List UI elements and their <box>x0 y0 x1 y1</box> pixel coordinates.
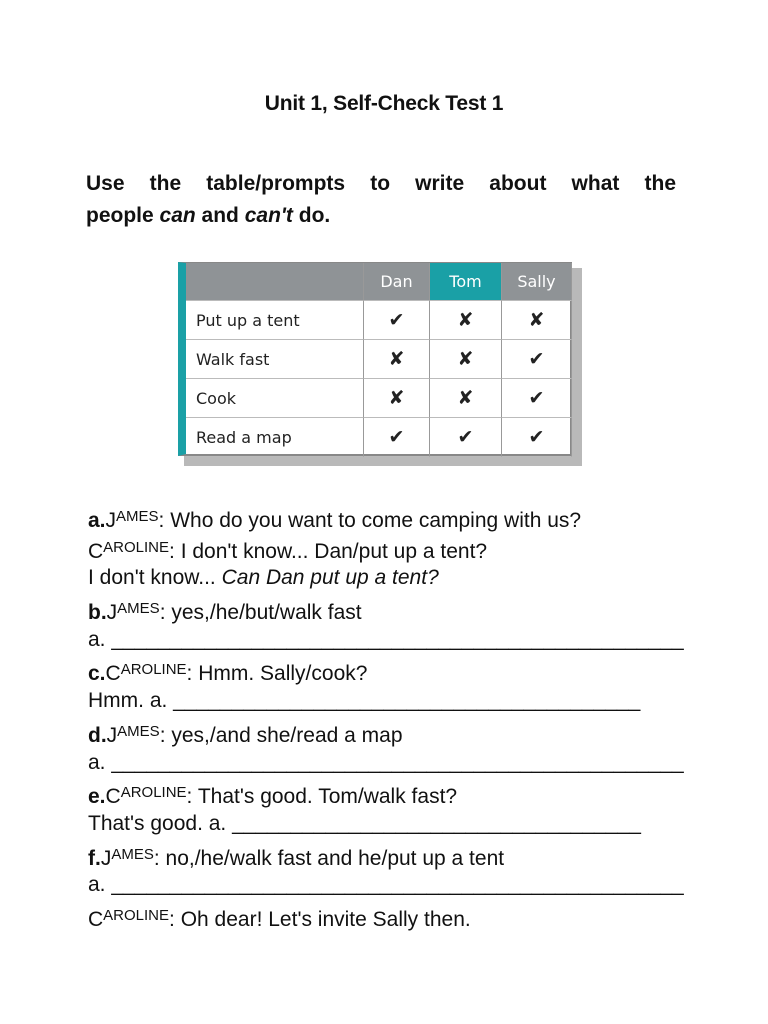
instruction-text: do. <box>292 204 331 227</box>
line-text: : yes,/he/but/walk fast <box>159 601 362 625</box>
answer-blank-e[interactable]: That's good. a. ___________________________________ <box>88 811 641 835</box>
item-letter: a. <box>88 509 106 532</box>
answer-blank-f[interactable]: a. _________________________________________________ <box>88 873 684 897</box>
instruction-text: people <box>86 204 160 227</box>
instruction-word: write <box>415 172 465 195</box>
dialogue-line-f <box>88 840 688 871</box>
mark-sally-cook: ✔ <box>502 379 572 418</box>
dialogue-line-a-reply <box>88 533 688 564</box>
instruction-text: and <box>195 204 245 227</box>
header-sally: Sally <box>502 263 572 301</box>
speaker-initial: J <box>106 601 118 625</box>
instruction-word: what <box>571 172 620 195</box>
mark-sally-walk: ✔ <box>502 340 572 379</box>
page-title: Unit 1, Self-Check Test 1 <box>264 92 504 115</box>
ability-table <box>178 262 578 462</box>
instruction-word: about <box>489 172 547 195</box>
mark-dan-cook: ✘ <box>364 379 430 418</box>
mark-dan-walk: ✘ <box>364 340 430 379</box>
speaker-rest: AMES <box>116 508 159 525</box>
instructions-line-2 <box>86 200 676 232</box>
row-label-walk-fast: Walk fast <box>186 340 364 379</box>
instructions-line-1 <box>86 168 676 200</box>
speaker-initial: J <box>105 509 117 532</box>
line-text: : Hmm. Sally/cook? <box>186 662 368 686</box>
mark-tom-map: ✔ <box>430 418 502 457</box>
dialogue-line-d <box>88 717 688 748</box>
mark-tom-cook: ✘ <box>430 379 502 418</box>
line-text: : Oh dear! Let's invite Sally then. <box>169 907 471 931</box>
example-answer: Can Dan put up a tent? <box>221 566 439 590</box>
answer-blank-b[interactable]: a. _________________________________________________ <box>88 627 684 651</box>
item-letter: e. <box>88 785 106 809</box>
dialogue-closing <box>88 901 688 932</box>
speaker-rest: AROLINE <box>120 784 187 802</box>
speaker-rest: AROLINE <box>103 906 170 924</box>
speaker-initial: J <box>106 723 118 747</box>
line-text: : That's good. Tom/walk fast? <box>186 785 458 809</box>
mark-sally-map: ✔ <box>502 418 572 457</box>
instruction-cant: can't <box>244 204 293 227</box>
mark-dan-tent: ✔ <box>364 301 430 340</box>
item-letter: c. <box>88 662 106 686</box>
item-letter: b. <box>88 601 107 625</box>
answer-blank-c[interactable]: Hmm. a. ________________________________________ <box>88 689 641 713</box>
speaker-initial: C <box>88 907 104 931</box>
speaker-initial: J <box>100 846 112 870</box>
line-text: : yes,/and she/read a map <box>159 723 403 747</box>
speaker-rest: AMES <box>111 845 154 863</box>
speaker-rest: AROLINE <box>120 661 187 679</box>
dialogue <box>88 502 688 932</box>
answer-blank-d[interactable]: a. _________________________________________________ <box>88 750 684 774</box>
item-letter: d. <box>88 723 107 747</box>
line-text: I don't know... <box>88 566 222 590</box>
header-empty <box>186 263 364 301</box>
row-label-cook: Cook <box>186 379 364 418</box>
instruction-word: table/prompts <box>206 172 346 195</box>
speaker-initial: C <box>88 539 104 563</box>
dialogue-line-e <box>88 778 688 809</box>
instruction-word: the <box>149 172 182 195</box>
instruction-word: Use <box>86 172 125 195</box>
instruction-can: can <box>159 204 196 227</box>
row-label-put-up-tent: Put up a tent <box>186 301 364 340</box>
dialogue-line-c <box>88 655 688 686</box>
instructions <box>86 168 676 232</box>
item-letter: f. <box>88 846 101 870</box>
dialogue-example <box>88 563 688 594</box>
mark-dan-map: ✔ <box>364 418 430 457</box>
line-text: : Who do you want to come camping with us? <box>158 509 582 532</box>
mark-sally-tent: ✘ <box>502 301 572 340</box>
speaker-rest: AMES <box>117 722 160 740</box>
speaker-rest: AMES <box>117 600 160 618</box>
speaker-initial: C <box>105 785 121 809</box>
ability-grid <box>178 262 572 456</box>
dialogue-line-a <box>88 502 688 533</box>
line-text: : no,/he/walk fast and he/put up a tent <box>153 846 505 870</box>
mark-tom-tent: ✘ <box>430 301 502 340</box>
header-dan: Dan <box>364 263 430 301</box>
speaker-rest: AROLINE <box>103 538 170 556</box>
instruction-word: the <box>644 172 676 195</box>
row-label-read-map: Read a map <box>186 418 364 457</box>
speaker-initial: C <box>105 662 121 686</box>
line-text: : I don't know... Dan/put up a tent? <box>169 539 488 563</box>
mark-tom-walk: ✘ <box>430 340 502 379</box>
dialogue-line-b <box>88 594 688 625</box>
instruction-word: to <box>370 172 391 195</box>
header-tom: Tom <box>430 263 502 301</box>
